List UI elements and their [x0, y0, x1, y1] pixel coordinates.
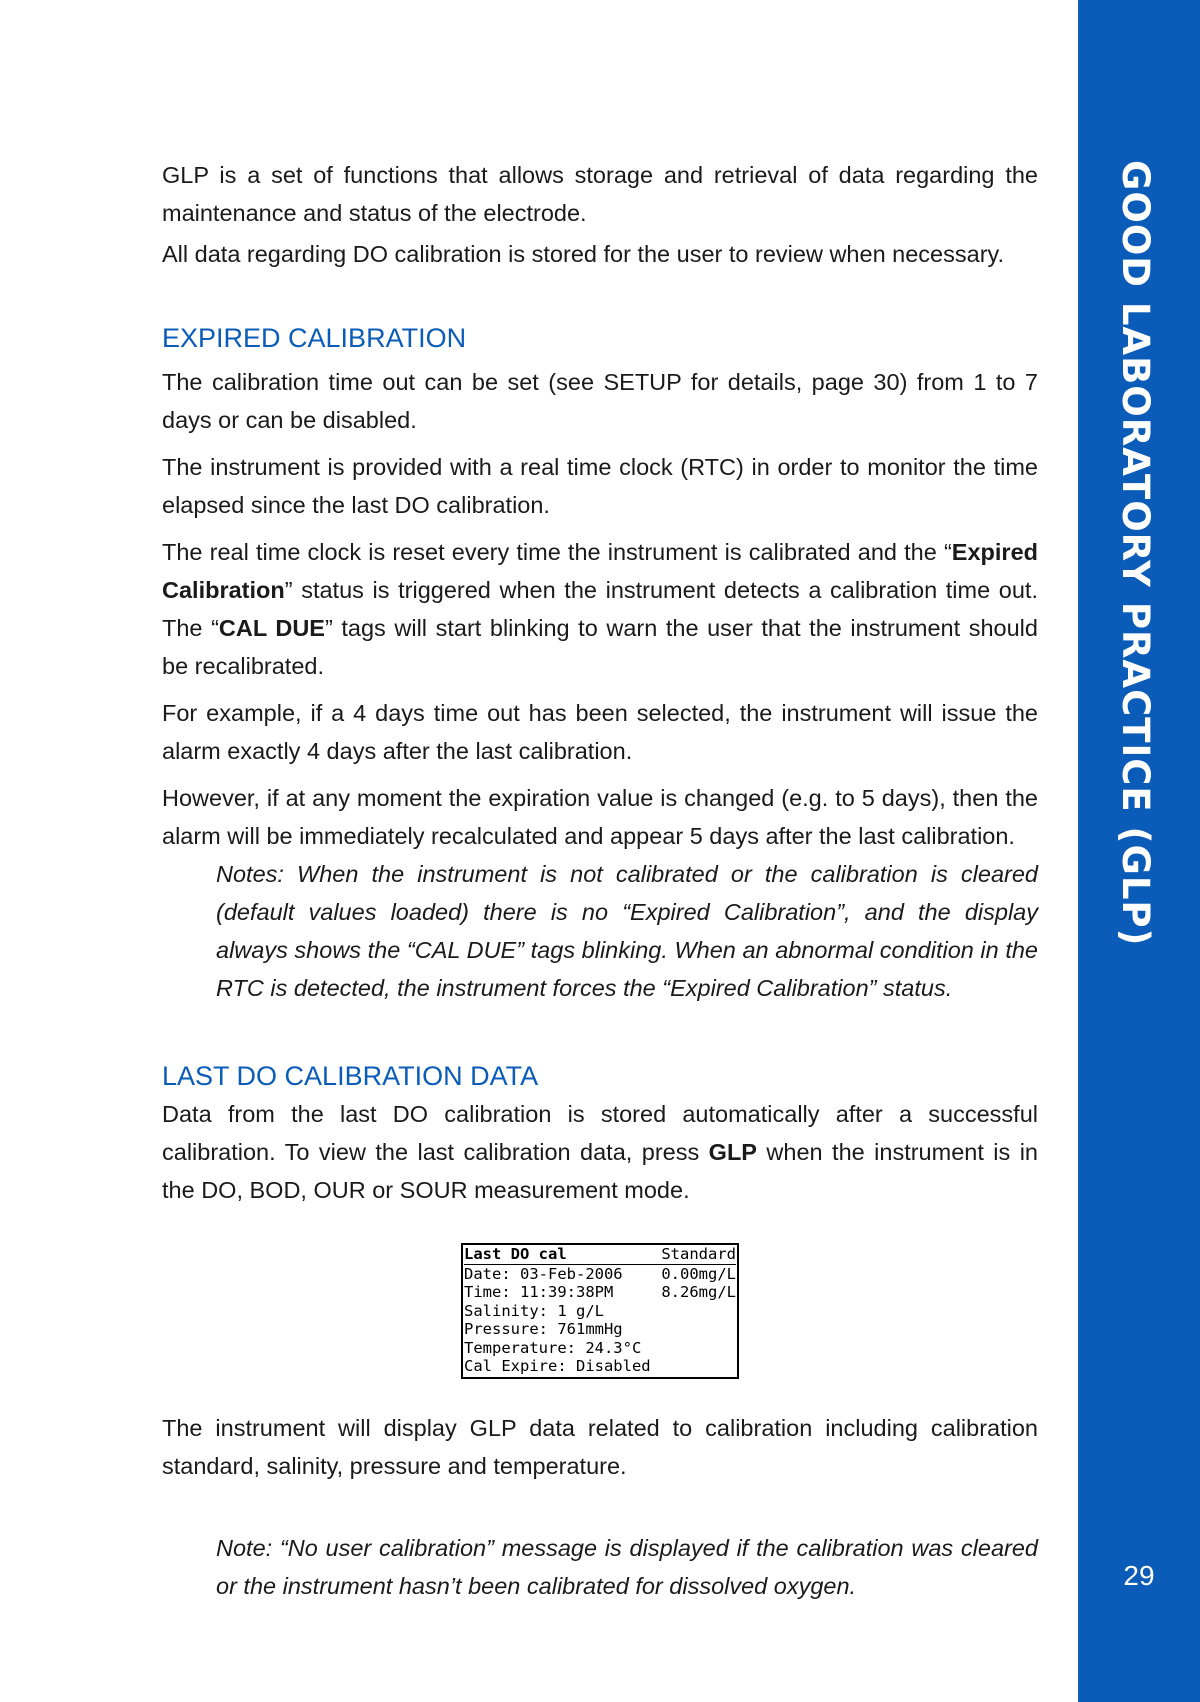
main-content: [162, 156, 1038, 1614]
lcd-screen: [461, 1243, 739, 1379]
lcd-standard-label: Standard: [661, 1245, 736, 1263]
expired-note: Notes: When the instrument is not calibrated or the calibration is cleared (default values loaded) there is no “Expired Calibration”, and the display always shows the “CAL DUE” tags blinking. When an abnormal condition in the RTC is detected, the instrument forces the “Expired Calibration” status.: [216, 861, 1038, 1001]
glp-key: GLP: [708, 1139, 757, 1165]
expired-paragraph-1: The calibration time out can be set (see SETUP for details, page 30) from 1 to 7 days or can be disabled.: [162, 369, 1038, 433]
lcd-row: [464, 1283, 736, 1302]
lcd-cal-expire: Cal Expire: Disabled: [464, 1357, 651, 1375]
expired-calibration-heading: EXPIRED CALIBRATION: [162, 323, 467, 353]
section-title: GOOD LABORATORY PRACTICE (GLP): [1114, 160, 1157, 947]
lcd-temperature: Temperature: 24.3°C: [464, 1338, 642, 1357]
expired-paragraph-3: The real time clock is reset every time the instrument is calibrated and the “Expired Calibration” status is triggered when the instrument detects a calibration time out. The “CAL DUE” tags will start blinking to warn the user that the instrument should be recalibrated.: [162, 539, 1038, 679]
page-number: 29: [1123, 1560, 1155, 1591]
lcd-time: Time: 11:39:38PM: [464, 1283, 614, 1301]
lcd-title: Last DO cal: [464, 1245, 567, 1263]
last-calibration-heading: LAST DO CALIBRATION DATA: [162, 1061, 539, 1091]
intro-paragraph-1: GLP is a set of functions that allows storage and retrieval of data regarding the maintenance and status of the electrode.: [162, 162, 1038, 226]
lcd-salinity: Salinity: 1 g/L: [464, 1301, 604, 1320]
last-paragraph-2: The instrument will display GLP data related to calibration including calibration standard, salinity, pressure and temperature.: [162, 1414, 1038, 1479]
expired-paragraph-4: For example, if a 4 days time out has been selected, the instrument will issue the alarm exactly 4 days after the last calibration.: [162, 700, 1038, 764]
last-paragraph-1: Data from the last DO calibration is stored automatically after a successful calibration. To view the last calibration data, press GLP when the instrument is in the DO, BOD, OUR or SOUR measurement mode.: [162, 1101, 1039, 1203]
lcd-row: [464, 1265, 736, 1284]
expired-calibration-term: Expired Calibration: [162, 539, 1038, 603]
lcd-pressure: Pressure: 761mmHg: [464, 1320, 623, 1338]
expired-paragraph-2: The instrument is provided with a real time clock (RTC) in order to monitor the time elapsed since the last DO calibration.: [162, 454, 1038, 518]
expired-paragraph-5: However, if at any moment the expiration value is changed (e.g. to 5 days), then the alarm will be immediately recalculated and appear 5 days after the last calibration.: [162, 785, 1038, 849]
lcd-date: Date: 03-Feb-2006: [464, 1264, 623, 1283]
lcd-header: [464, 1245, 736, 1265]
last-note: Note: “No user calibration” message is displayed if the calibration was cleared or the instrument hasn’t been calibrated for dissolved oxygen.: [216, 1534, 1038, 1599]
lcd-standard-1: 0.00mg/L: [661, 1264, 736, 1283]
intro-paragraph-2: All data regarding DO calibration is stored for the user to review when necessary.: [162, 241, 1005, 267]
cal-due-term: CAL DUE: [218, 615, 325, 641]
lcd-standard-2: 8.26mg/L: [661, 1283, 736, 1301]
